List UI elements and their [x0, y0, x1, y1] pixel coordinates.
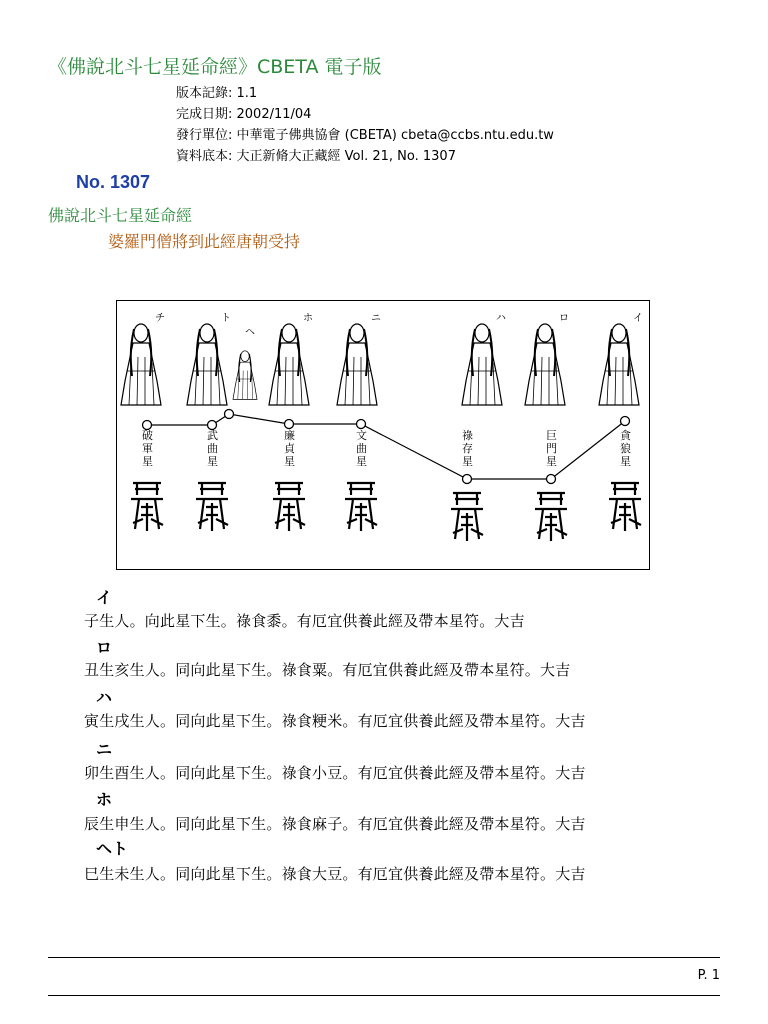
entry-line-6: 巳生未生人。同向此星下生。祿食大豆。有厄宜供養此經及帶本星符。大吉 — [84, 865, 586, 883]
kana-marker-6: ヘト — [96, 839, 129, 858]
figure-mark: チ — [155, 313, 165, 324]
star-label-char: 文 — [356, 429, 367, 442]
kana-marker-4: ニ — [96, 740, 113, 759]
kana-marker-1: イ — [96, 588, 113, 607]
robed-figure — [525, 324, 565, 405]
star-node — [621, 417, 630, 426]
robed-figure — [599, 324, 639, 405]
robed-figure — [187, 324, 227, 405]
page-number: P. 1 — [697, 968, 720, 983]
entry-line-3: 寅生戌生人。同向此星下生。祿食粳米。有厄宜供養此經及帶本星符。大吉 — [84, 712, 586, 730]
star-label-char: 軍 — [142, 442, 153, 455]
star-label-char: 廉 — [284, 429, 295, 442]
star-label-char: 祿 — [462, 429, 473, 442]
figure-mark: ヘ — [245, 327, 255, 338]
robed-figure — [462, 324, 502, 405]
star-label-char: 曲 — [356, 442, 367, 455]
illustration-svg — [117, 301, 649, 569]
figure-mark: ロ — [559, 313, 569, 324]
talisman-glyph — [345, 483, 377, 531]
robed-figure — [269, 324, 309, 405]
kana-marker-2: ロ — [96, 638, 113, 657]
figure-mark: ト — [221, 313, 231, 324]
translator-line: 婆羅門僧將到此經唐朝受持 — [108, 232, 301, 251]
sutra-number: No. 1307 — [76, 172, 151, 192]
star-label-char: 星 — [142, 455, 153, 468]
kana-marker-5: ホ — [96, 790, 113, 809]
star-label-char: 星 — [462, 455, 473, 468]
star-label-char: 貞 — [284, 442, 295, 455]
footer-rule-top — [48, 957, 720, 958]
meta-publisher: 發行單位: 中華電子佛典協會 (CBETA) cbeta@ccbs.ntu.edu.tw — [176, 128, 554, 143]
star-label-char: 破 — [142, 429, 153, 442]
meta-version: 版本記錄: 1.1 — [176, 86, 258, 101]
talisman-glyph — [609, 483, 641, 531]
star-node — [547, 475, 556, 484]
robed-figure — [233, 351, 257, 400]
entry-line-5: 辰生申生人。同向此星下生。祿食麻子。有厄宜供養此經及帶本星符。大吉 — [84, 815, 586, 833]
seven-stars-illustration — [116, 300, 650, 570]
figure-mark: ニ — [371, 313, 381, 324]
star-label-char: 星 — [356, 455, 367, 468]
star-label-char: 狼 — [620, 442, 631, 455]
figure-mark: イ — [633, 313, 643, 324]
star-node — [285, 420, 294, 429]
star-node — [357, 420, 366, 429]
entry-line-1: 子生人。向此星下生。祿食黍。有厄宜供養此經及帶本星符。大吉 — [84, 612, 525, 630]
robed-figure — [121, 324, 161, 405]
talisman-glyph — [273, 483, 305, 531]
talisman-glyph — [131, 483, 163, 531]
meta-source: 資料底本: 大正新脩大正藏經 Vol. 21, No. 1307 — [176, 149, 456, 164]
figure-mark: ハ — [496, 313, 506, 324]
robed-figure — [337, 324, 377, 405]
kana-marker-3: ハ — [96, 688, 113, 707]
star-label-char: 星 — [284, 455, 295, 468]
meta-date: 完成日期: 2002/11/04 — [176, 107, 312, 122]
star-label-char: 存 — [462, 442, 473, 455]
document-title: 《佛說北斗七星延命經》CBETA 電子版 — [48, 56, 382, 78]
star-label-char: 星 — [207, 455, 218, 468]
talisman-glyph — [196, 483, 228, 531]
talisman-glyph — [535, 493, 567, 541]
star-label-char: 曲 — [207, 442, 218, 455]
star-label-char: 巨 — [546, 429, 557, 442]
talisman-glyph — [451, 493, 483, 541]
sutra-subtitle: 佛說北斗七星延命經 — [48, 206, 193, 225]
star-node — [225, 410, 234, 419]
star-label-char: 貪 — [620, 429, 631, 442]
star-label-char: 星 — [546, 455, 557, 468]
entry-line-4: 卯生酉生人。同向此星下生。祿食小豆。有厄宜供養此經及帶本星符。大吉 — [84, 764, 586, 782]
footer-rule-bottom — [48, 995, 720, 996]
entry-line-2: 丑生亥生人。同向此星下生。祿食粟。有厄宜供養此經及帶本星符。大吉 — [84, 661, 571, 679]
figure-mark: ホ — [303, 313, 313, 324]
star-label-char: 星 — [620, 455, 631, 468]
star-label-char: 門 — [546, 442, 557, 455]
star-label-char: 武 — [207, 429, 218, 442]
star-node — [463, 475, 472, 484]
